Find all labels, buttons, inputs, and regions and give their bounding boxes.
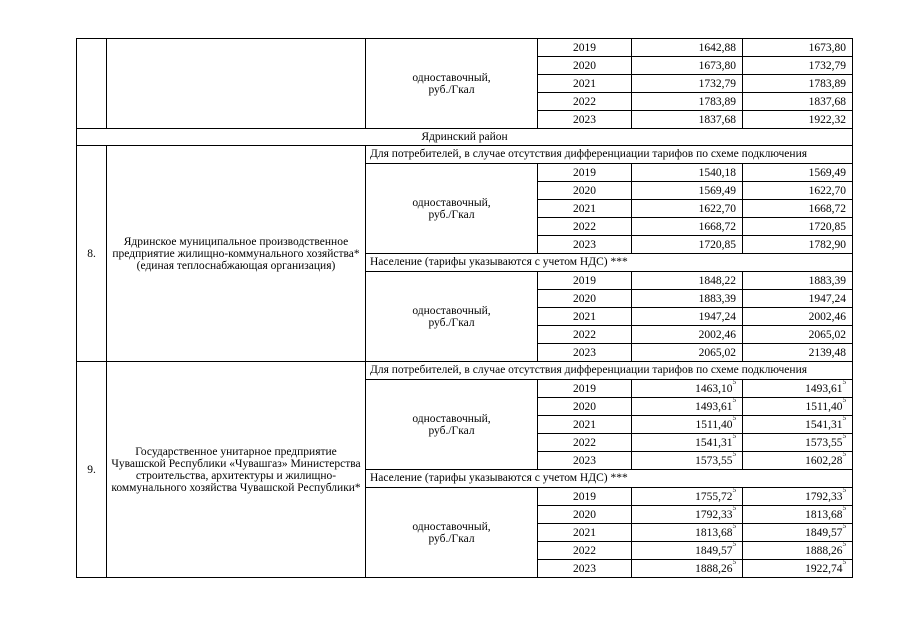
tariff-value-2 — [743, 377, 853, 398]
value-text: 1463,10 — [695, 382, 733, 395]
year-cell: 2023 — [538, 344, 632, 362]
value-text: 1732,79 — [698, 77, 736, 90]
value-text: 1888,26 — [805, 544, 843, 557]
footnote-mark: 5 — [842, 413, 846, 422]
tariff-table — [76, 38, 853, 578]
tariff-value-2 — [743, 200, 853, 218]
footnote-mark: 5 — [732, 413, 736, 422]
table-row — [77, 39, 853, 57]
tariff-value-1 — [632, 93, 743, 111]
value-text: 2139,48 — [808, 346, 846, 359]
consumer-group-title: Население (тарифы указываются с учетом НДС) *** — [366, 254, 853, 272]
tariff-value-1 — [632, 290, 743, 308]
tariff-value-2 — [743, 164, 853, 182]
value-text: 1947,24 — [808, 292, 846, 305]
value-text: 1668,72 — [808, 202, 846, 215]
organization-name: Ядринское муниципальное производственное предприятие жилищно-коммунального хозяйства* (единая теплоснабжающая организация) — [107, 146, 366, 362]
value-text: 1602,28 — [805, 454, 843, 467]
tariff-value-2 — [743, 182, 853, 200]
value-text: 2065,02 — [698, 346, 736, 359]
value-text: 1569,49 — [808, 166, 846, 179]
value-text: 1642,88 — [698, 41, 736, 54]
value-text: 1732,79 — [808, 59, 846, 72]
value-text: 2065,02 — [808, 328, 846, 341]
tariff-value-1 — [632, 218, 743, 236]
value-text: 1493,61 — [695, 400, 733, 413]
value-text: 1541,31 — [695, 436, 733, 449]
footnote-mark: 5 — [732, 377, 736, 386]
tariff-value-1 — [632, 431, 743, 452]
year-cell: 2020 — [538, 57, 632, 75]
footnote-mark: 5 — [732, 431, 736, 440]
tariff-value-2 — [743, 111, 853, 129]
year-cell: 2019 — [538, 39, 632, 57]
value-text: 1573,55 — [695, 454, 733, 467]
district-row — [77, 129, 853, 146]
value-text: 1783,89 — [808, 77, 846, 90]
value-text: 1720,85 — [698, 238, 736, 251]
footnote-mark: 5 — [842, 539, 846, 548]
tariff-value-1 — [632, 57, 743, 75]
footnote-mark: 5 — [842, 521, 846, 530]
tariff-value-1 — [632, 344, 743, 362]
tariff-value-2 — [743, 290, 853, 308]
tariff-value-2 — [743, 57, 853, 75]
year-cell: 2020 — [538, 182, 632, 200]
value-text: 1511,40 — [805, 400, 843, 413]
footnote-mark: 5 — [732, 539, 736, 548]
value-text: 1922,74 — [805, 562, 843, 575]
value-text: 2002,46 — [698, 328, 736, 341]
organization-name: Государственное унитарное предприятие Чувашской Республики «Чувашгаз» Министерства строительства, архитектуры и жилищно-коммунального хозяйства Чувашской Республики* — [107, 362, 366, 578]
tariff-value-2 — [743, 326, 853, 344]
tariff-value-2 — [743, 308, 853, 326]
tariff-value-2 — [743, 521, 853, 542]
value-text: 1720,85 — [808, 220, 846, 233]
tariff-value-1 — [632, 111, 743, 129]
footnote-mark: 5 — [842, 395, 846, 404]
tariff-value-1 — [632, 413, 743, 434]
section-row — [77, 146, 853, 164]
footnote-mark: 5 — [842, 503, 846, 512]
tariff-unit: одноставочный, руб./Гкал — [366, 39, 538, 129]
tariff-value-2 — [743, 413, 853, 434]
year-cell: 2021 — [538, 200, 632, 218]
year-cell: 2022 — [538, 218, 632, 236]
year-cell: 2019 — [538, 488, 632, 506]
value-text: 1792,33 — [695, 508, 733, 521]
year-cell: 2022 — [538, 326, 632, 344]
year-cell: 2020 — [538, 506, 632, 524]
tariff-value-1 — [632, 395, 743, 416]
organization-name — [107, 39, 366, 129]
value-text: 1783,89 — [698, 95, 736, 108]
value-text: 1837,68 — [698, 113, 736, 126]
value-text: 1673,80 — [808, 41, 846, 54]
entry-number: 9. — [77, 362, 107, 578]
footnote-mark: 5 — [732, 557, 736, 566]
year-cell: 2021 — [538, 308, 632, 326]
tariff-value-2 — [743, 272, 853, 290]
footnote-mark: 5 — [732, 449, 736, 458]
tariff-value-2 — [743, 75, 853, 93]
value-text: 1782,90 — [808, 238, 846, 251]
value-text: 1947,24 — [698, 310, 736, 323]
tariff-unit: одноставочный, руб./Гкал — [366, 272, 538, 362]
value-text: 2002,46 — [808, 310, 846, 323]
tariff-value-2 — [743, 218, 853, 236]
value-text: 1792,33 — [805, 490, 843, 503]
footnote-mark: 5 — [842, 485, 846, 494]
tariff-value-2 — [743, 395, 853, 416]
value-text: 1922,32 — [808, 113, 846, 126]
value-text: 1622,70 — [808, 184, 846, 197]
tariff-value-1 — [632, 377, 743, 398]
tariff-value-1 — [632, 539, 743, 560]
year-cell: 2020 — [538, 290, 632, 308]
year-cell: 2019 — [538, 164, 632, 182]
value-text: 1883,39 — [808, 274, 846, 287]
tariff-value-2 — [743, 39, 853, 57]
value-text: 1573,55 — [805, 436, 843, 449]
value-text: 1668,72 — [698, 220, 736, 233]
value-text: 1541,31 — [805, 418, 843, 431]
consumer-group-title: Для потребителей, в случае отсутствия дифференциации тарифов по схеме подключения — [366, 146, 853, 164]
value-text: 1511,40 — [695, 418, 733, 431]
tariff-value-1 — [632, 503, 743, 524]
entry-number: 8. — [77, 146, 107, 362]
value-text: 1837,68 — [808, 95, 846, 108]
tariff-value-1 — [632, 164, 743, 182]
tariff-value-2 — [743, 485, 853, 506]
district-title: Ядринский район — [77, 129, 853, 146]
tariff-value-1 — [632, 326, 743, 344]
value-text: 1755,72 — [695, 490, 733, 503]
tariff-value-2 — [743, 539, 853, 560]
tariff-value-2 — [743, 557, 853, 578]
value-text: 1673,80 — [698, 59, 736, 72]
tariff-value-1 — [632, 236, 743, 254]
tariff-value-1 — [632, 75, 743, 93]
year-cell: 2023 — [538, 236, 632, 254]
year-cell: 2022 — [538, 93, 632, 111]
tariff-value-1 — [632, 557, 743, 578]
value-text: 1883,39 — [698, 292, 736, 305]
footnote-mark: 5 — [842, 431, 846, 440]
tariff-value-2 — [743, 503, 853, 524]
tariff-value-1 — [632, 449, 743, 470]
consumer-group-title: Население (тарифы указываются с учетом НДС) *** — [366, 470, 853, 488]
tariff-value-1 — [632, 200, 743, 218]
footnote-mark: 5 — [842, 377, 846, 386]
footnote-mark: 5 — [732, 395, 736, 404]
year-cell: 2021 — [538, 524, 632, 542]
value-text: 1849,57 — [695, 544, 733, 557]
section-row — [77, 362, 853, 380]
tariff-value-1 — [632, 272, 743, 290]
tariff-value-1 — [632, 182, 743, 200]
value-text: 1848,22 — [698, 274, 736, 287]
year-cell: 2023 — [538, 452, 632, 470]
tariff-value-1 — [632, 308, 743, 326]
tariff-value-1 — [632, 485, 743, 506]
entry-number — [77, 39, 107, 129]
year-cell: 2019 — [538, 380, 632, 398]
tariff-value-1 — [632, 521, 743, 542]
footnote-mark: 5 — [732, 503, 736, 512]
year-cell: 2022 — [538, 434, 632, 452]
year-cell: 2023 — [538, 111, 632, 129]
year-cell: 2021 — [538, 416, 632, 434]
value-text: 1813,68 — [805, 508, 843, 521]
tariff-value-2 — [743, 449, 853, 470]
year-cell: 2022 — [538, 542, 632, 560]
footnote-mark: 5 — [732, 521, 736, 530]
year-cell: 2020 — [538, 398, 632, 416]
value-text: 1540,18 — [698, 166, 736, 179]
value-text: 1813,68 — [695, 526, 733, 539]
year-cell: 2021 — [538, 75, 632, 93]
tariff-unit: одноставочный, руб./Гкал — [366, 164, 538, 254]
value-text: 1888,26 — [695, 562, 733, 575]
tariff-value-2 — [743, 431, 853, 452]
consumer-group-title: Для потребителей, в случае отсутствия дифференциации тарифов по схеме подключения — [366, 362, 853, 380]
tariff-value-2 — [743, 93, 853, 111]
year-cell: 2019 — [538, 272, 632, 290]
value-text: 1622,70 — [698, 202, 736, 215]
tariff-unit: одноставочный, руб./Гкал — [366, 380, 538, 470]
value-text: 1493,61 — [805, 382, 843, 395]
tariff-value-2 — [743, 236, 853, 254]
tariff-unit: одноставочный, руб./Гкал — [366, 488, 538, 578]
footnote-mark: 5 — [842, 449, 846, 458]
year-cell: 2023 — [538, 560, 632, 578]
value-text: 1849,57 — [805, 526, 843, 539]
tariff-value-2 — [743, 344, 853, 362]
tariff-value-1 — [632, 39, 743, 57]
value-text: 1569,49 — [698, 184, 736, 197]
footnote-mark: 5 — [732, 485, 736, 494]
footnote-mark: 5 — [842, 557, 846, 566]
